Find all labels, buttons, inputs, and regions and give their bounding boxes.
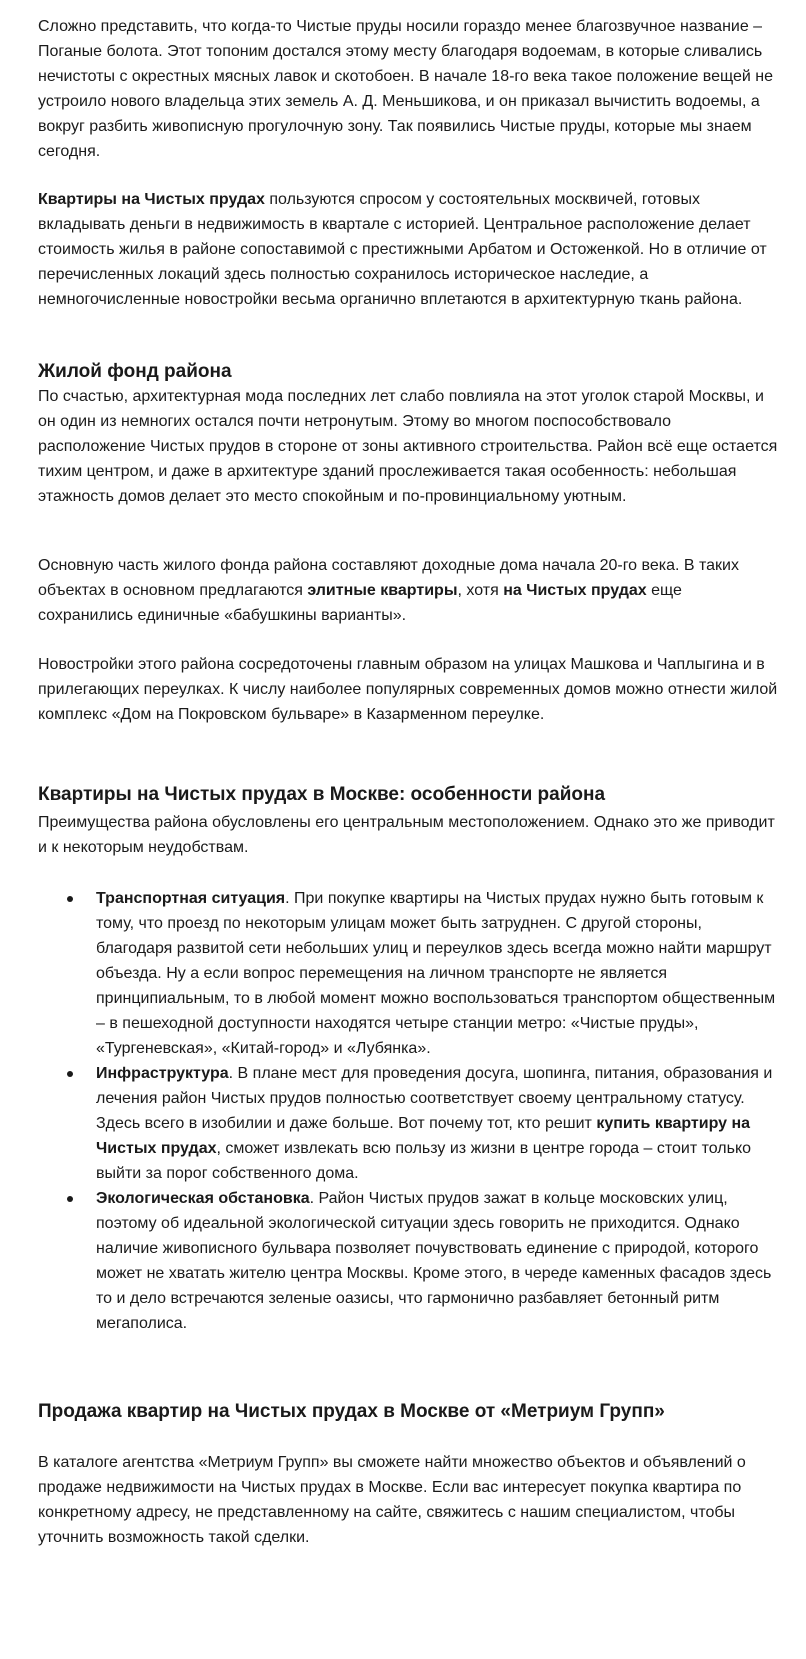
intro-section — [38, 14, 778, 164]
on-chistye-prudy-bold: на Чистых прудах — [503, 582, 647, 599]
sale-paragraph: В каталоге агентства «Метриум Групп» вы сможете найти множество объектов и объявлений о продаже недвижимости на Чистых прудах в Москве. Если вас интересует покупка квартира по конкретному адресу, не представленному на сайте, свяжитесь с нашим специалистом, чтобы уточнить возможность такой сделки. — [38, 1454, 746, 1546]
intro-paragraph-1: Сложно представить, что когда-то Чистые пруды носили гораздо менее благозвучное название – Поганые болота. Этот топоним достался этому месту благодаря водоемам, в которые сливались нечистоты с окрестных мясных лавок и скотобоен. В начале 18-го века такое положение вещей не устроило нового владельца этих земель А. Д. Меньшикова, и он приказал вычистить водоемы, а вокруг разбить живописную прогулочную зону. Так появились Чистые пруды, которые мы знаем сегодня. — [38, 18, 774, 160]
infrastructure-text-after: , сможет извлекать всю пользу из жизни в центре города – стоит только выйти за порог собственного дома. — [96, 1140, 752, 1182]
buy-apartment-link[interactable]: купить квартиру на Чистых прудах — [96, 1115, 751, 1157]
intro-paragraph-2-text: пользуются спросом у состоятельных москвичей, готовых вкладывать деньги в недвижимость в квартале с историей. Центральное расположение делает стоимость жилья в районе сопоставимой с престижными Арбатом и Остоженкой. Но в отличие от перечисленных локаций здесь полностью сохранилось историческое наследие, а немногочисленные новостройки весьма органично вплетаются в архитектурную ткань района. — [38, 191, 767, 308]
housing-p2-text-a: Основную часть жилого фонда района составляют доходные дома начала 20-го века. В таких объектах в основном предлагаются — [38, 557, 739, 599]
sale-heading: Продажа квартир на Чистых прудах в Москве от «Метриум Групп» — [38, 1401, 665, 1422]
housing-paragraph-2 — [38, 553, 778, 628]
transport-title: Транспортная ситуация — [96, 890, 286, 907]
features-heading: Квартиры на Чистых прудах в Москве: особенности района — [38, 784, 606, 805]
sale-paragraph-wrap — [38, 1450, 778, 1550]
infrastructure-title: Инфраструктура — [96, 1065, 229, 1082]
features-intro: Преимущества района обусловлены его центральным местоположением. Однако это же приводит и к некоторым неудобствам. — [38, 814, 775, 856]
bullet-icon — [67, 1196, 73, 1202]
housing-p2-text-c: еще сохранились единичные «бабушкины варианты». — [38, 582, 682, 624]
housing-p2-text-b: , хотя — [457, 582, 504, 599]
ecology-title: Экологическая обстановка — [96, 1190, 310, 1207]
bullet-icon — [67, 896, 73, 902]
transport-text: . При покупке квартиры на Чистых прудах нужно быть готовым к тому, что проезд по некоторым улицам может быть затруднен. С другой стороны, благодаря развитой сети небольших улиц и переулков здесь всегда можно найти маршрут объезда. Ну а если вопрос перемещения на личном транспорте не является принципиальным, то в любой момент можно воспользоваться транспортом общественным – в пешеходной доступности находятся четыре станции метро: «Чистые пруды», «Тургеневская», «Китай-город» и «Лубянка». — [96, 890, 776, 1057]
elite-apartments-bold: элитные квартиры — [307, 582, 458, 599]
housing-paragraph-3: Новостройки этого района сосредоточены главным образом на улицах Машкова и Чаплыгина и в прилегающих переулках. К числу наиболее популярных современных домов можно отнести жилой комплекс «Дом на Покровском бульваре» в Казарменном переулке. — [38, 656, 778, 723]
features-list-wrap — [38, 886, 778, 1336]
housing-heading: Жилой фонд района — [38, 361, 232, 382]
housing-paragraph-1: По счастью, архитектурная мода последних лет слабо повлияла на этот уголок старой Москвы, и он один из немногих остался почти нетронутым. Этому во многом поспособствовало расположение Чистых прудов в стороне от зоны активного строительства. Район всё еще остается тихим центром, и даже в архитектуре зданий прослеживается такая особенность: небольшая этажность домов делает это место спокойным и по-провинциальному уютным. — [38, 388, 778, 505]
features-section — [38, 782, 778, 808]
infrastructure-text: . В плане мест для проведения досуга, шопинга, питания, образования и лечения район Чистых прудов полностью соответствует своему центральному статусу. Здесь всего в изобилии и даже больше. Вот почему тот, кто решит — [96, 1065, 773, 1132]
list-item — [38, 1061, 778, 1186]
sale-section — [38, 1399, 778, 1425]
features-list — [38, 886, 778, 1336]
ecology-text: . Район Чистых прудов зажат в кольце московских улиц, поэтому об идеальной экологической ситуации здесь говорить не приходится. Однако наличие живописного бульвара позволяет почувствовать единение с природой, которого может не хватать жителю центра Москвы. Кроме этого, в череде каменных фасадов здесь то и дело встречаются зеленые оазисы, что гармонично разбавляет бетонный ритм мегаполиса. — [96, 1190, 772, 1332]
intro-bold-lead: Квартиры на Чистых прудах — [38, 191, 265, 208]
housing-paragraph-3-wrap — [38, 652, 778, 727]
list-item — [38, 886, 778, 1061]
features-intro-wrap — [38, 810, 778, 860]
housing-section — [38, 359, 778, 385]
bullet-icon — [67, 1071, 73, 1077]
intro-paragraph-2 — [38, 187, 778, 312]
list-item — [38, 1186, 778, 1336]
housing-paragraph-1-wrap — [38, 384, 778, 509]
housing-paragraph-2-wrap — [38, 553, 778, 628]
